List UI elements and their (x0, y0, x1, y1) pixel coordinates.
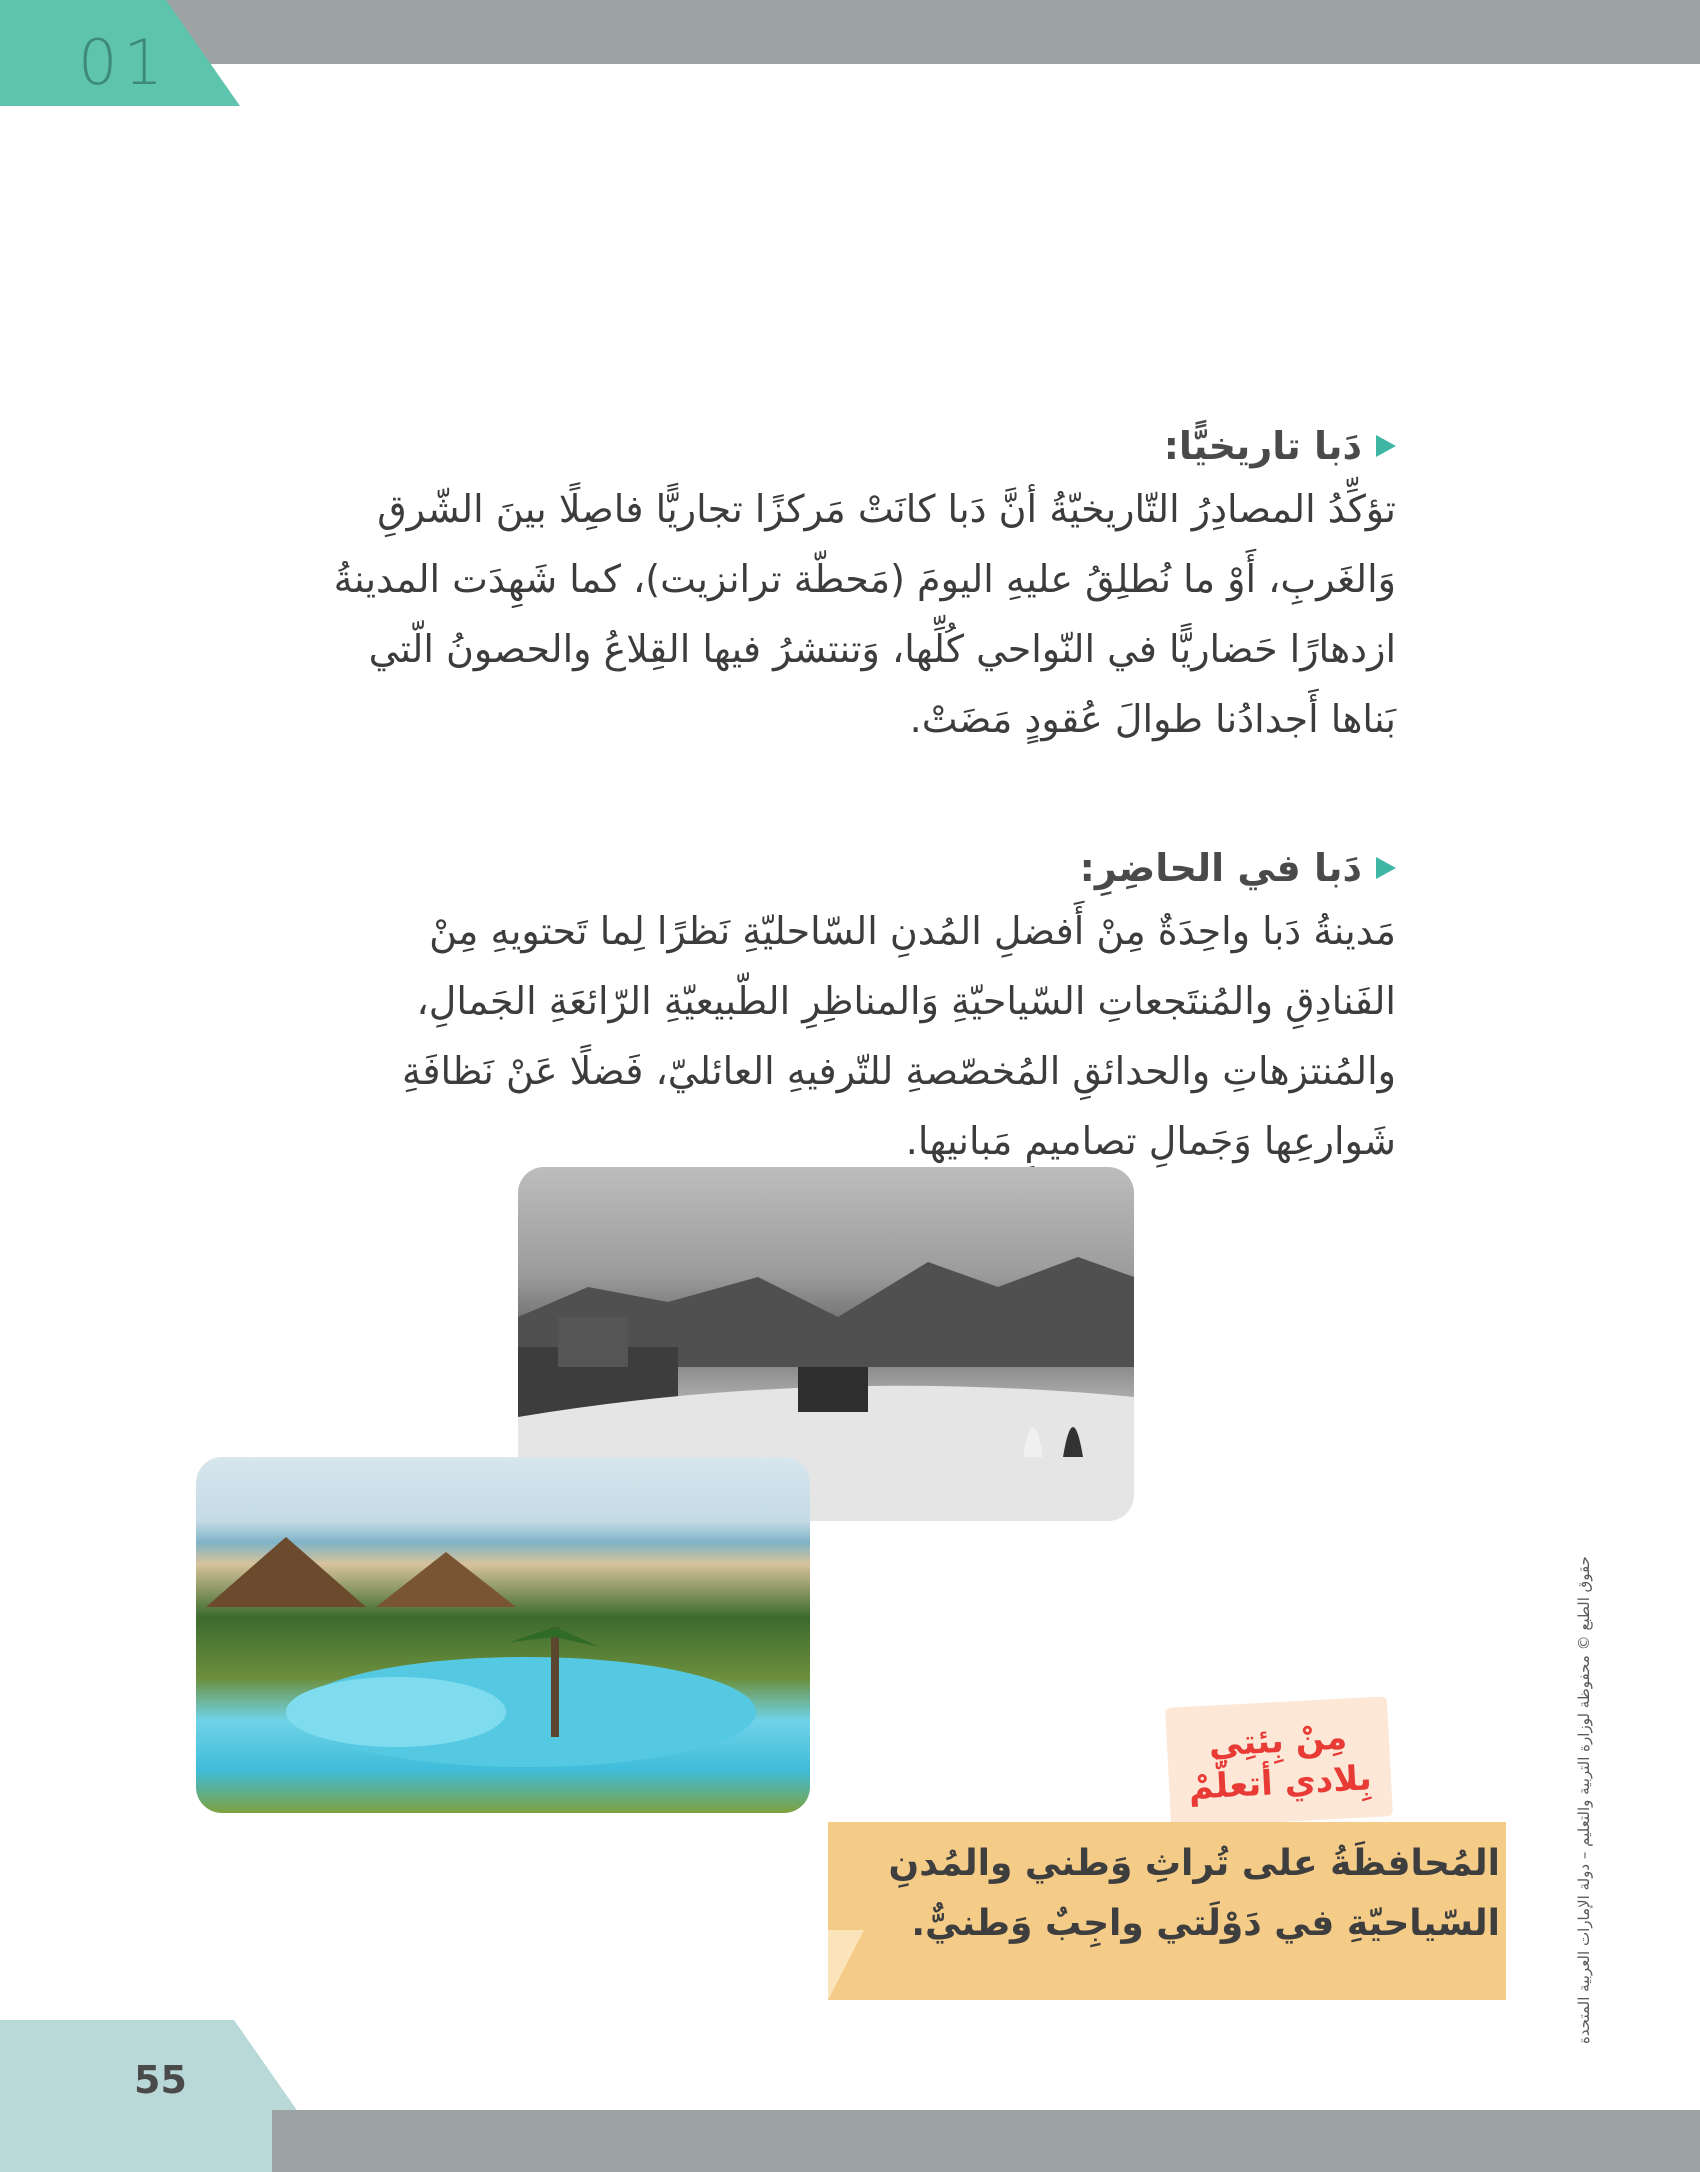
section-history-title: دَبا تاريخيًّا: (1163, 424, 1362, 468)
chapter-number: 01 (78, 26, 169, 99)
bullet-arrow-icon (1376, 857, 1396, 879)
page-number: 55 (134, 2058, 187, 2102)
section-present-title: دَبا في الحاضِرِ: (1079, 846, 1362, 890)
section-present-text: مَدينةُ دَبا واحِدَةٌ مِنْ أَفضلِ المُدنِ السّاحليّةِ نَظرًا لِما تَحتويهِ مِنْ الفَنادِقِ والمُنتَجعاتِ السّياحيّةِ وَالمناظِرِ الطّبيعيّةِ الرّائعَةِ الجَمالِ، والمُنتزهاتِ والحدائقِ المُخصّصةِ للتّرفيهِ العائليّ، فَضلًا عَنْ نَظافَةِ شَوارعِها وَجَمالِ تصاميمِ مَبانيها. (402, 909, 1396, 1163)
bullet-arrow-icon (1376, 435, 1396, 457)
section-history (316, 424, 1396, 754)
copyright-credit: حقوق الطبع © محفوظة لوزارة التربية والتعليم – دولة الإمارات العربية المتحدة (1575, 1556, 1593, 2044)
learning-badge (1165, 1696, 1393, 1827)
bottom-footer-bar (272, 2110, 1700, 2172)
top-header-bar (0, 0, 1700, 64)
section-history-text: تؤكِّدُ المصادِرُ التّاريخيّةُ أنَّ دَبا كانَتْ مَركزًا تجاريًّا فاصِلًا بينَ الشّرقِ وَالغَربِ، أَوْ ما نُطلِقُ عليهِ اليومَ (مَحطّة ترانزيت)، كما شَهِدَت المدينةُ ازدهارًا حَضاريًّا في النّواحي كُلِّها، وَتنتشرُ فيها القِلاعُ والحصونُ الّتي بَناها أَجدادُنا طوالَ عُقودٍ مَضَتْ. (333, 487, 1396, 741)
resort-pool-photo (196, 1457, 810, 1813)
resort-pool-illustration (196, 1457, 810, 1813)
badge-line-1: مِنْ بِئتِي (1207, 1717, 1349, 1765)
note-page-curl (828, 1930, 864, 2000)
note-text: المُحافظَةُ على تُراثِ وَطني والمُدنِ السّياحيّةِ في دَوْلَتي واجِبٌ وَطنيٌّ. (888, 1843, 1500, 1944)
section-heading (316, 846, 1396, 890)
section-present (316, 846, 1396, 1176)
section-heading (316, 424, 1396, 468)
badge-line-2: بِلادي أتعلَّمْ (1187, 1758, 1373, 1808)
